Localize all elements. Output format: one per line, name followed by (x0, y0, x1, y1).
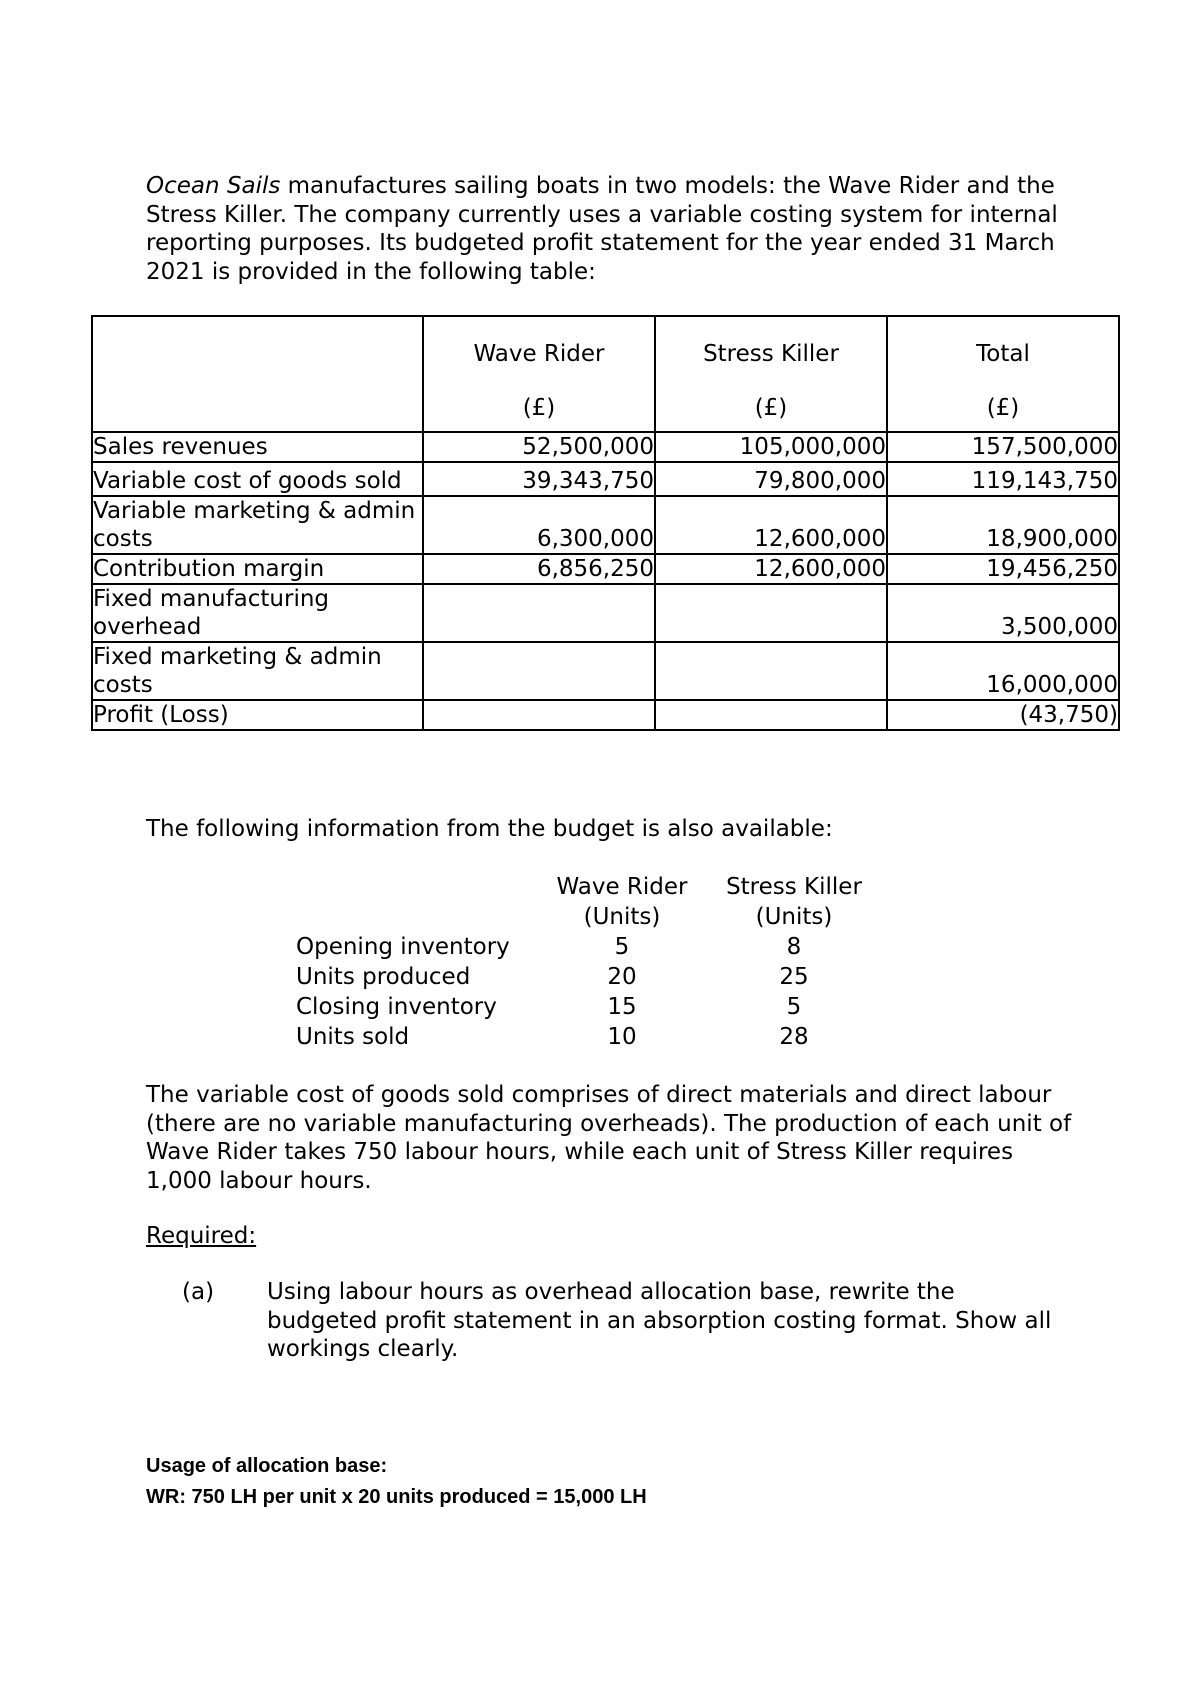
inventory-unit-stress-killer: (Units) (755, 904, 833, 930)
header-total: Total (£) (887, 316, 1119, 432)
cell-stress-killer (655, 642, 887, 700)
cell-total: (43,750) (887, 700, 1119, 730)
inventory-label: Opening inventory (296, 934, 510, 960)
inventory-stress-killer: 5 (786, 994, 802, 1020)
cell-wave-rider (423, 642, 655, 700)
cell-stress-killer: 79,800,000 (655, 462, 887, 496)
header-wave-rider: Wave Rider (£) (423, 316, 655, 432)
cell-total: 16,000,000 (887, 642, 1119, 700)
cell-wave-rider: 6,856,250 (423, 554, 655, 584)
budgeted-profit-table (91, 315, 1120, 731)
inventory-label: Units sold (296, 1024, 410, 1050)
cell-total: 119,143,750 (887, 462, 1119, 496)
usage-title: Usage of allocation base: (146, 1455, 388, 1477)
table-row (92, 554, 1119, 584)
inventory-unit-wave-rider: (Units) (583, 904, 661, 930)
inventory-row (296, 1022, 880, 1052)
row-label: Sales revenues (92, 432, 423, 462)
table-row (92, 496, 1119, 554)
inventory-stress-killer: 25 (779, 964, 809, 990)
table-row (92, 700, 1119, 730)
inventory-stress-killer: 28 (779, 1024, 809, 1050)
cell-stress-killer (655, 584, 887, 642)
inventory-table (296, 872, 880, 1052)
cell-wave-rider: 39,343,750 (423, 462, 655, 496)
part-a-question: Using labour hours as overhead allocation base, rewrite the budgeted profit statement in an absorption costing format. Show all workings clearly. (267, 1279, 1052, 1362)
inventory-header-row (296, 872, 880, 902)
cell-stress-killer: 12,600,000 (655, 496, 887, 554)
intro-paragraph (146, 172, 1076, 286)
cell-total: 19,456,250 (887, 554, 1119, 584)
table-header-row (92, 316, 1119, 432)
inventory-label: Closing inventory (296, 994, 497, 1020)
info-intro-text: The following information from the budget is also available: (146, 816, 833, 842)
part-a-label: (a) (182, 1279, 215, 1305)
usage-working-line: WR: 750 LH per unit x 20 units produced = 15,000 LH (146, 1486, 647, 1508)
inventory-header-wave-rider: Wave Rider (556, 874, 688, 900)
cell-stress-killer (655, 700, 887, 730)
inventory-row (296, 962, 880, 992)
inventory-row (296, 932, 880, 962)
table-row (92, 642, 1119, 700)
header-empty-cell (92, 316, 423, 432)
inventory-row (296, 992, 880, 1022)
cell-stress-killer: 105,000,000 (655, 432, 887, 462)
row-label: Profit (Loss) (92, 700, 423, 730)
table-row (92, 432, 1119, 462)
inventory-wave-rider: 15 (607, 994, 637, 1020)
cost-description-paragraph: The variable cost of goods sold comprises of direct materials and direct labour (there are no variable manufacturing overheads). The production of each unit of Wave Rider takes 750 labour hours, while each unit of Stress Killer requires 1,000 labour hours. (146, 1082, 1072, 1194)
inventory-stress-killer: 8 (786, 934, 802, 960)
inventory-header-stress-killer: Stress Killer (726, 874, 862, 900)
row-label: Fixed marketing & admin costs (92, 642, 423, 700)
cell-total: 157,500,000 (887, 432, 1119, 462)
intro-text: manufactures sailing boats in two models: the Wave Rider and the Stress Killer. The company currently uses a variable costing system for internal reporting purposes. Its budgeted profit statement for the year ended 31 March 2021 is provided in the following table: (146, 173, 1058, 285)
table-row (92, 462, 1119, 496)
required-heading: Required: (146, 1223, 257, 1249)
header-stress-killer: Stress Killer (£) (655, 316, 887, 432)
inventory-unit-row (296, 902, 880, 932)
company-name: Ocean Sails (146, 173, 281, 199)
cell-stress-killer: 12,600,000 (655, 554, 887, 584)
row-label: Variable cost of goods sold (92, 462, 423, 496)
cell-wave-rider: 6,300,000 (423, 496, 655, 554)
cell-wave-rider (423, 700, 655, 730)
row-label: Variable marketing & admin costs (92, 496, 423, 554)
inventory-wave-rider: 20 (607, 964, 637, 990)
cell-total: 18,900,000 (887, 496, 1119, 554)
row-label: Contribution margin (92, 554, 423, 584)
cell-wave-rider: 52,500,000 (423, 432, 655, 462)
inventory-wave-rider: 10 (607, 1024, 637, 1050)
cell-wave-rider (423, 584, 655, 642)
cell-total: 3,500,000 (887, 584, 1119, 642)
row-label: Fixed manufacturing overhead (92, 584, 423, 642)
inventory-wave-rider: 5 (614, 934, 630, 960)
inventory-label: Units produced (296, 964, 471, 990)
table-row (92, 584, 1119, 642)
